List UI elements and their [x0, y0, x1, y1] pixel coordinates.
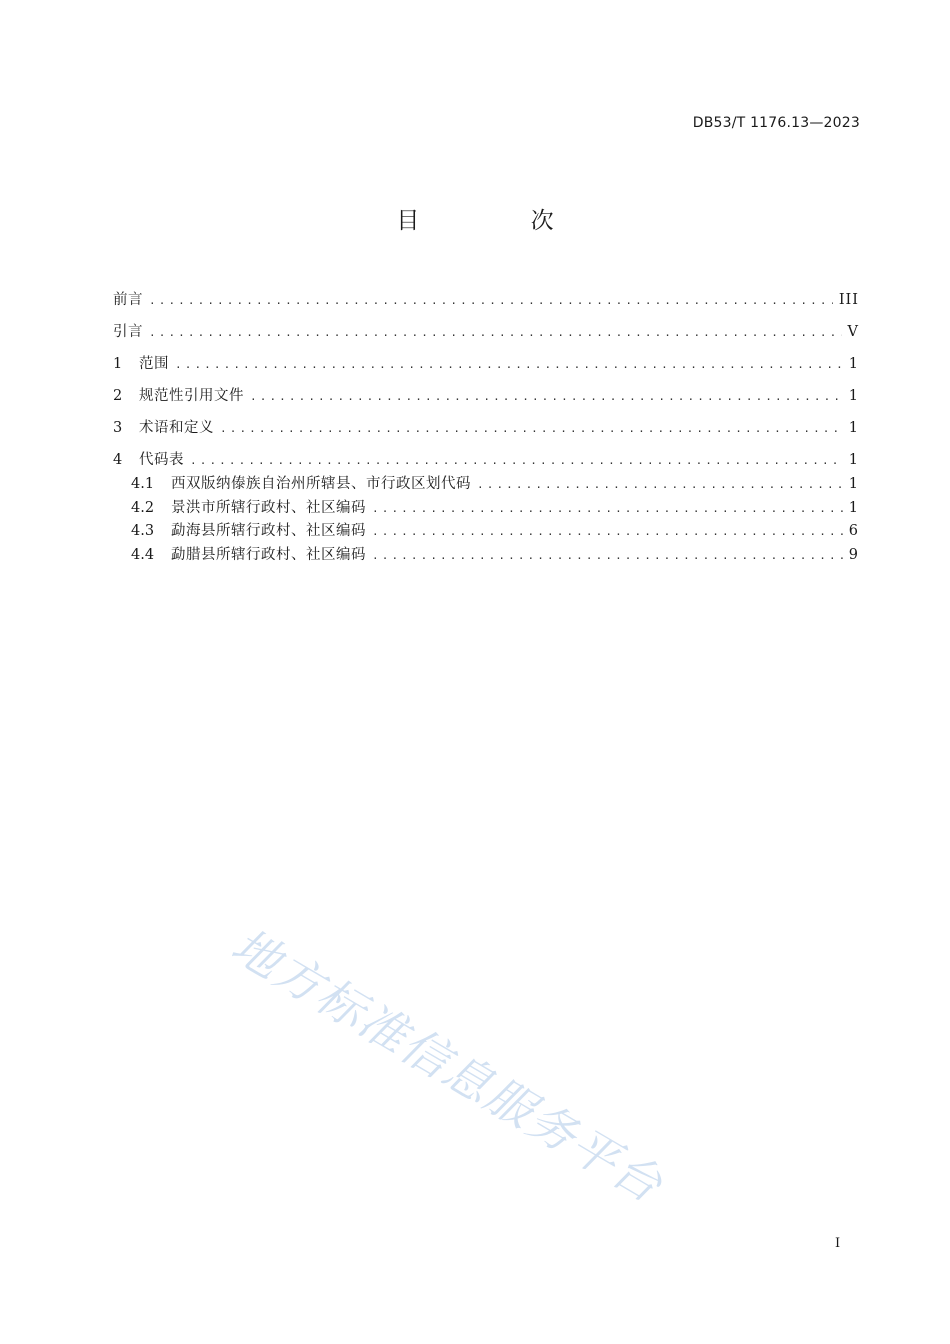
- toc-entry-number: 3: [113, 420, 123, 436]
- toc-entry-page: 1: [848, 388, 859, 404]
- toc-entry-label: 西双版纳傣族自治州所辖县、市行政区划代码: [171, 476, 471, 492]
- toc-entry-page: 9: [848, 546, 859, 563]
- toc-entry-number: 4.1: [131, 476, 155, 492]
- toc-subentry-4-2[interactable]: [113, 496, 859, 520]
- standard-code: DB53/T 1176.13—2023: [692, 115, 860, 131]
- toc-entry-number: 4.4: [131, 546, 155, 563]
- toc-leader-dots: [372, 549, 843, 562]
- table-of-contents: [113, 288, 859, 566]
- toc-entry-page: 1: [848, 452, 859, 468]
- toc-entry-number: 4.2: [131, 499, 155, 516]
- toc-entry-label: 规范性引用文件: [139, 388, 244, 404]
- toc-leader-dots: [175, 358, 843, 371]
- toc-entry-label: 术语和定义: [139, 420, 214, 436]
- toc-entry-number: 4: [113, 452, 123, 468]
- toc-leader-dots: [372, 525, 843, 538]
- toc-subentry-4-4[interactable]: [113, 543, 859, 567]
- toc-entry-page: V: [847, 324, 859, 340]
- toc-entry-number: 2: [113, 388, 123, 404]
- toc-entry-page: 1: [848, 356, 859, 372]
- toc-subentry-4-1[interactable]: [113, 472, 859, 496]
- toc-leader-dots: [149, 294, 833, 307]
- toc-entry-introduction[interactable]: [113, 320, 859, 352]
- toc-entry-page: 1: [848, 499, 859, 516]
- toc-entry-label: 范围: [139, 356, 169, 372]
- toc-entry-page: 6: [848, 523, 859, 539]
- watermark: 地方标准信息服务平台: [222, 918, 673, 1215]
- toc-leader-dots: [372, 502, 843, 515]
- toc-entry-terms-definitions[interactable]: [113, 416, 859, 448]
- toc-leader-dots: [250, 390, 843, 403]
- toc-leader-dots: [477, 478, 843, 491]
- toc-entry-foreword[interactable]: [113, 288, 859, 320]
- toc-entry-number: 4.3: [131, 523, 155, 539]
- toc-entry-page: 1: [848, 420, 859, 436]
- toc-entry-scope[interactable]: [113, 352, 859, 384]
- toc-leader-dots: [149, 326, 842, 339]
- toc-entry-label: 勐海县所辖行政村、社区编码: [171, 523, 366, 539]
- toc-entry-page: 1: [848, 476, 859, 492]
- toc-entry-normative-references[interactable]: [113, 384, 859, 416]
- toc-leader-dots: [190, 454, 843, 467]
- toc-subentry-4-3[interactable]: [113, 519, 859, 543]
- toc-entry-label: 勐腊县所辖行政村、社区编码: [171, 546, 366, 563]
- page-number: I: [835, 1236, 841, 1251]
- toc-entry-page: III: [838, 292, 859, 308]
- toc-entry-label: 代码表: [139, 452, 184, 468]
- toc-leader-dots: [220, 422, 843, 435]
- toc-entry-label: 前言: [113, 292, 143, 308]
- toc-entry-label: 引言: [113, 324, 143, 340]
- toc-entry-number: 1: [113, 356, 123, 372]
- page-title: 目 次: [396, 208, 606, 234]
- toc-entry-label: 景洪市所辖行政村、社区编码: [171, 499, 366, 516]
